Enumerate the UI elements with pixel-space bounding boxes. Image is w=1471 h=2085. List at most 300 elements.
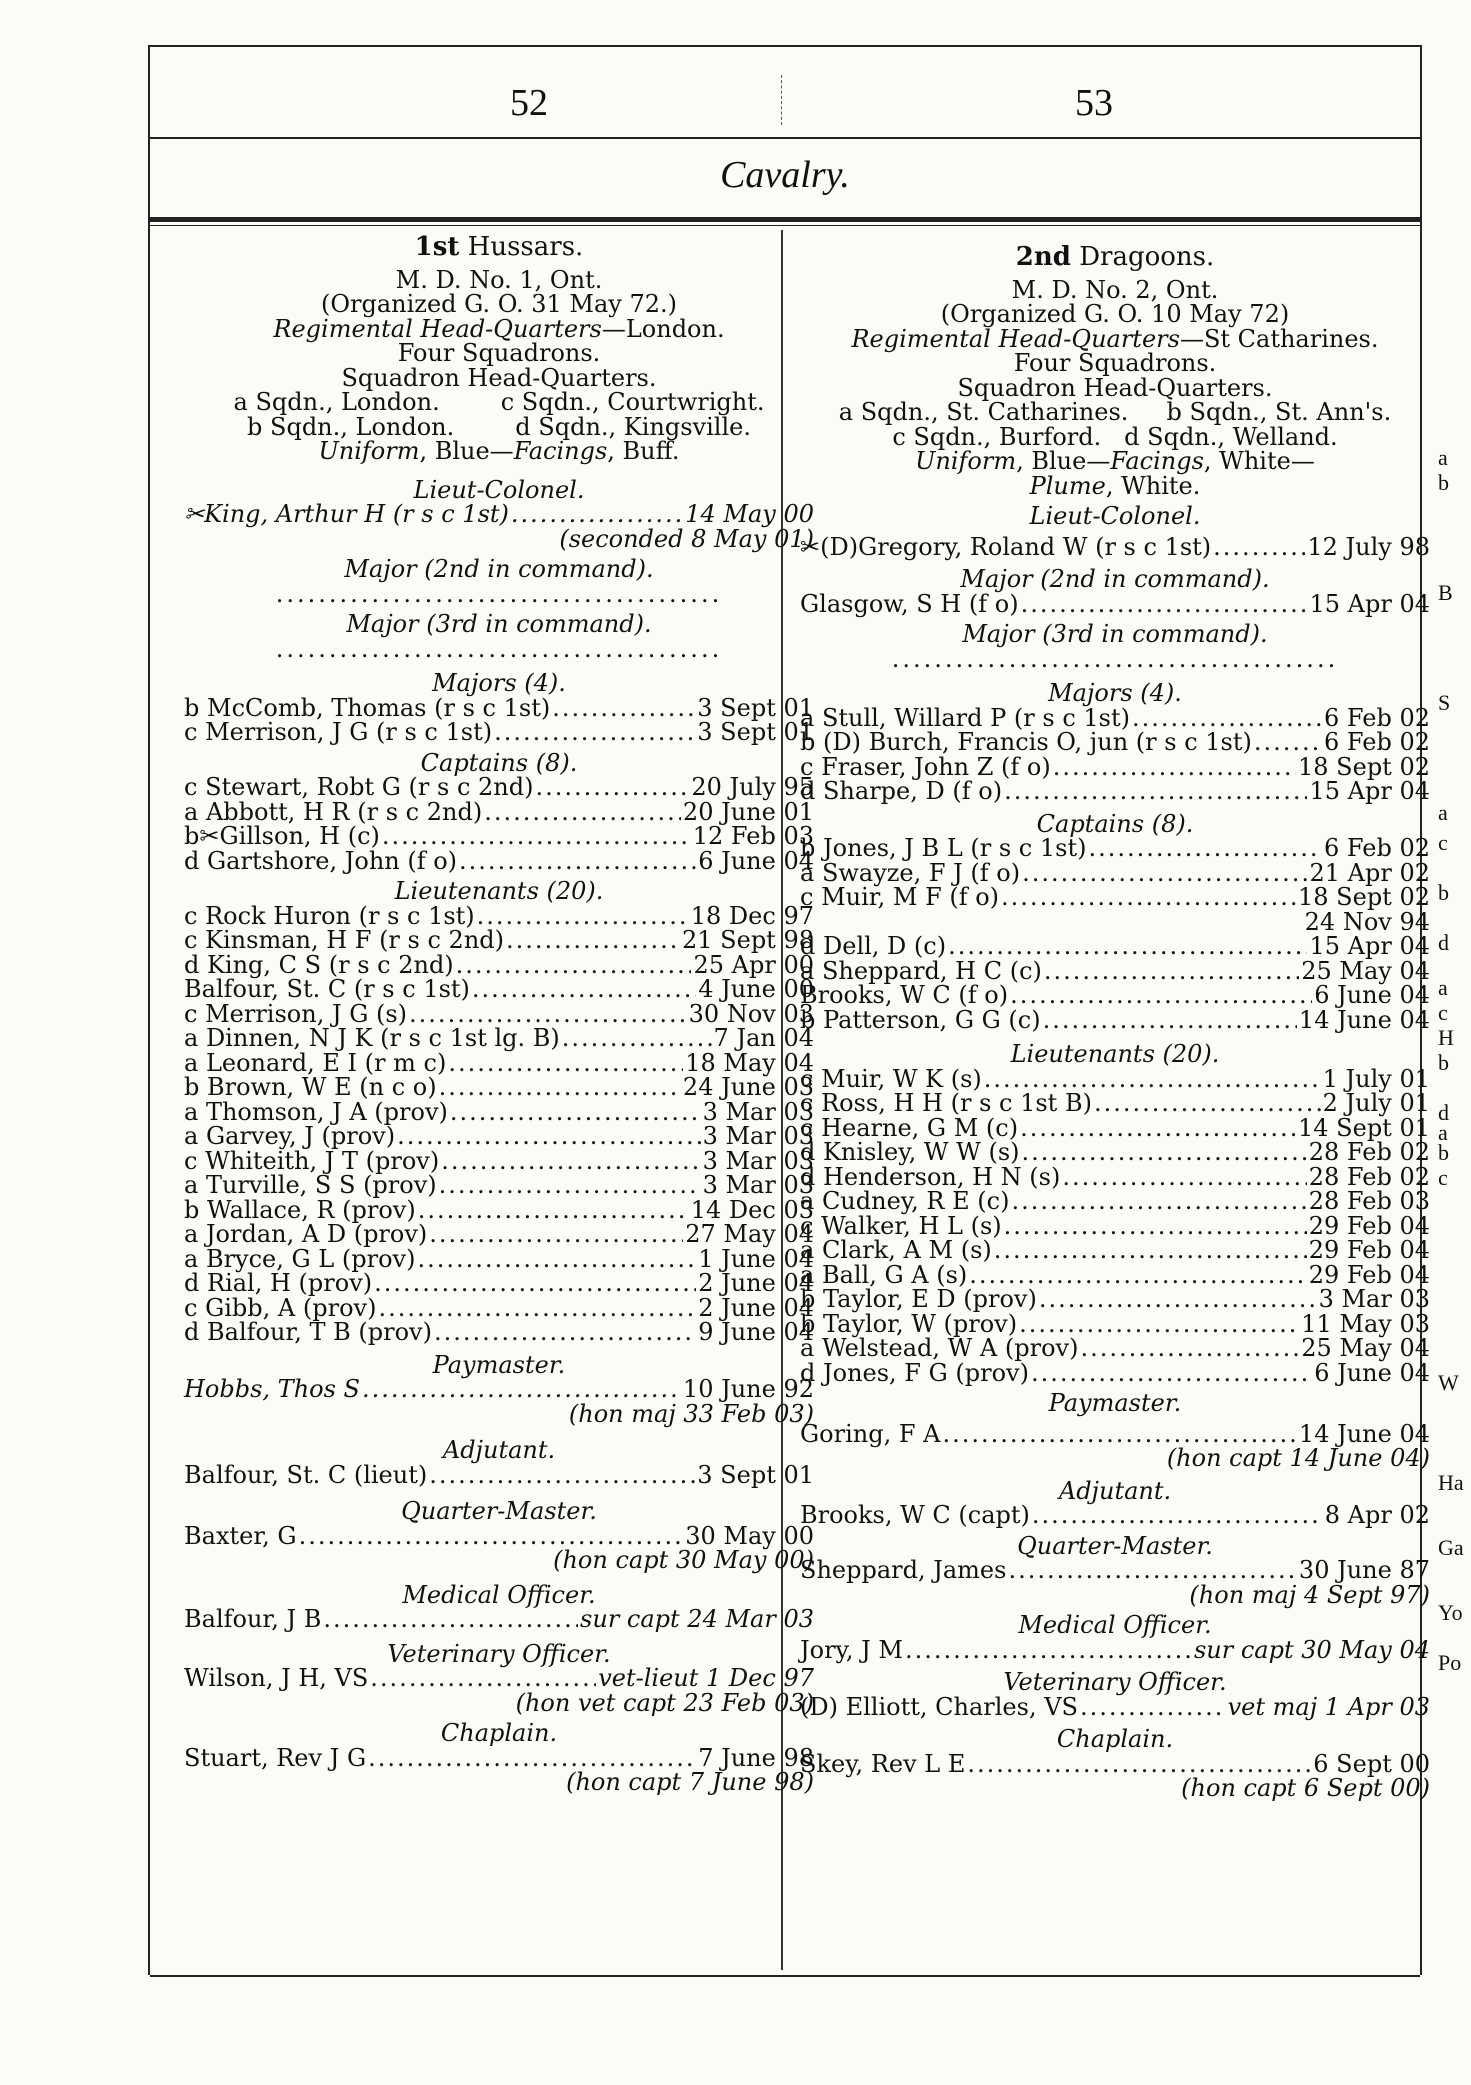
vacant-line: .......................................... [891, 646, 1339, 671]
entry-date: 2 July 01 [1322, 1089, 1430, 1117]
entry-date: 18 Sept 02 [1298, 883, 1430, 911]
edge-fragment: b [1438, 470, 1449, 495]
roster-entry [184, 901, 814, 930]
roster-entry [184, 977, 814, 1002]
entry-name: a Sheppard, H C (c) [800, 956, 1042, 985]
edge-fragment: a [1438, 800, 1448, 825]
roster-entry [800, 885, 1430, 910]
entry-name: a Thomson, J A (prov) [184, 1097, 448, 1126]
quartermaster-entry [184, 1521, 814, 1550]
entry-name: b Taylor, E D (prov) [800, 1285, 1037, 1313]
edge-fragment: b [1438, 1140, 1449, 1165]
lieut-colonel-note: (seconded 8 May 01) [559, 524, 814, 553]
entry-date: 28 Feb 03 [1308, 1187, 1430, 1215]
roster-entry [184, 928, 814, 953]
major-2nd-entry [800, 589, 1430, 618]
entry-date: 14 May 00 [685, 500, 814, 528]
hq-value: —London. [601, 314, 725, 343]
entry-date: 6 June 04 [1314, 1358, 1430, 1387]
roster-entry [800, 1189, 1430, 1214]
entry-date: 3 Mar 03 [702, 1146, 814, 1175]
page-number-right: 53 [1075, 82, 1113, 124]
page-number-left: 52 [510, 82, 548, 124]
organized: (Organized G. O. 10 May 72) [940, 300, 1290, 328]
edge-fragment: Ha [1438, 1470, 1464, 1495]
roster-entry [184, 1048, 814, 1077]
entry-date: 6 Feb 02 [1324, 728, 1430, 756]
roster-entry [184, 1026, 814, 1051]
entry-date: 29 Feb 04 [1308, 1260, 1430, 1289]
roster-entry [800, 956, 1430, 985]
entry-name: a Dinnen, N J K (r s c 1st lg. B) [184, 1024, 560, 1052]
chaplain-note: (hon capt 7 June 98) [566, 1768, 814, 1796]
organized: (Organized G. O. 31 May 72.) [320, 290, 678, 318]
lieut-colonel-entry [800, 532, 1430, 561]
lieutenants-heading: Lieutenants (20). [394, 877, 604, 905]
entry-date: sur capt 24 Mar 03 [580, 1605, 814, 1633]
edge-fragment: a [1438, 975, 1448, 1000]
left-column [150, 232, 836, 1796]
entry-date: 14 June 04 [1298, 1005, 1430, 1034]
entry-name: Baxter, G [184, 1521, 297, 1550]
roster-entry [800, 1113, 1430, 1142]
entry-name: d Dell, D (c) [800, 932, 947, 960]
paymaster-note: (hon maj 33 Feb 03) [568, 1399, 814, 1428]
roster-entry [184, 1124, 814, 1149]
roster-entry [184, 1146, 814, 1175]
entry-name: a Jordan, A D (prov) [184, 1220, 428, 1248]
entry-date: 14 June 04 [1298, 1419, 1430, 1448]
roster-entry [184, 1173, 814, 1198]
bottom-rule [150, 1975, 1420, 1977]
entry-name: d Sharpe, D (f o) [800, 777, 1003, 805]
entry-date: 6 June 04 [1314, 981, 1430, 1009]
entry-date: 9 June 04 [698, 1318, 814, 1346]
squadrons: Four Squadrons. [1013, 349, 1217, 377]
entry-name: c Hearne, G M (c) [800, 1113, 1019, 1142]
top-rule [150, 45, 1420, 47]
major-2nd-heading: Major (2nd in command). [960, 565, 1270, 593]
edge-fragment: d [1438, 1100, 1449, 1125]
edge-fragment: a [1438, 1120, 1448, 1145]
entry-date: 3 Mar 03 [702, 1122, 814, 1150]
medical-entry [800, 1635, 1430, 1664]
entry-date: 11 May 03 [1301, 1309, 1430, 1338]
paymaster-heading: Paymaster. [1048, 1389, 1182, 1417]
edge-fragment: c [1438, 1000, 1448, 1025]
roster-entry [184, 1271, 814, 1296]
unit-number: 2nd [1015, 242, 1071, 272]
edge-fragment: b [1438, 1050, 1449, 1075]
roster-entry [800, 836, 1430, 861]
uniform-value: , Blue— [1016, 447, 1111, 475]
hq-value: —St Catharines. [1179, 324, 1379, 353]
entry-name: a Leonard, E I (r m c) [184, 1048, 447, 1077]
veterinary-heading: Veterinary Officer. [387, 1639, 611, 1668]
majors-heading: Majors (4). [432, 669, 566, 697]
header-rule [150, 137, 1420, 139]
facings-value: , White— [1203, 447, 1315, 475]
entry-name: Balfour, J B [184, 1605, 322, 1633]
roster-entry [800, 1091, 1430, 1116]
unit-title [800, 242, 1430, 272]
roster-entry [800, 1287, 1430, 1312]
edge-fragment: c [1438, 1165, 1448, 1190]
entry-name: c Merrison, J G (r s c 1st) [184, 718, 493, 746]
paymaster-entry [184, 1377, 814, 1402]
roster-entry [184, 1293, 814, 1322]
entry-date: sur capt 30 May 04 [1193, 1635, 1430, 1664]
entry-date: 18 Dec 97 [690, 901, 814, 930]
entry-name: a Cudney, R E (c) [800, 1187, 1010, 1215]
entry-date: 20 June 01 [682, 797, 814, 826]
uniform-line [800, 449, 1430, 474]
lieutenants-list [184, 901, 814, 1346]
entry-name: b Patterson, G G (c) [800, 1005, 1041, 1034]
edge-fragment: S [1438, 690, 1451, 715]
book-page [148, 45, 1430, 1975]
roster-entry [800, 1358, 1430, 1387]
entry-date: 21 Apr 02 [1309, 858, 1430, 887]
edge-fragment: c [1438, 830, 1448, 855]
entry-date: 30 Nov 03 [688, 999, 814, 1028]
facings-label: Facings [1110, 447, 1204, 475]
entry-date: 3 Sept 01 [697, 1460, 814, 1489]
entry-date: 25 May 04 [1301, 1334, 1430, 1362]
quartermaster-entry [800, 1558, 1430, 1583]
roster-entry [800, 1211, 1430, 1240]
major-3rd-heading: Major (3rd in command). [962, 620, 1268, 648]
roster-entry [184, 797, 814, 826]
squadron-hq: Squadron Head-Quarters. [957, 373, 1273, 402]
roster-entry [184, 824, 814, 849]
unit-number: 1st [414, 232, 460, 262]
captains-heading: Captains (8). [420, 748, 578, 777]
roster-entry [800, 1309, 1430, 1338]
entry-name: Hobbs, Thos S [184, 1375, 360, 1403]
entry-date: 15 Apr 04 [1309, 932, 1430, 960]
entry-name: ✂King, Arthur H (r s c 1st) [184, 500, 509, 528]
entry-date: 30 June 87 [1298, 1556, 1430, 1584]
entry-name: b Brown, W E (n c o) [184, 1073, 437, 1101]
plume-label: Plume [1029, 471, 1106, 500]
entry-name: Brooks, W C (capt) [800, 1501, 1030, 1529]
entry-date: 29 Feb 04 [1308, 1211, 1430, 1240]
veterinary-note: (hon vet capt 23 Feb 03) [515, 1688, 814, 1717]
entry-date: 1 July 01 [1322, 1064, 1430, 1093]
majors-heading: Majors (4). [1048, 679, 1182, 707]
edge-fragment: W [1438, 1370, 1459, 1395]
entry-name: c Muir, M F (f o) [800, 883, 1000, 911]
squadron-line-1: a Sqdn., St. Catharines. b Sqdn., St. Ann's. [838, 398, 1392, 426]
roster-entry [184, 999, 814, 1028]
edge-fragment: B [1438, 580, 1453, 605]
entry-date: 25 May 04 [1301, 956, 1430, 985]
medical-heading: Medical Officer. [402, 1580, 596, 1609]
entry-date: 6 Feb 02 [1324, 703, 1430, 732]
roster-entry [800, 858, 1430, 887]
entry-date: vet-lieut 1 Dec 97 [598, 1664, 814, 1692]
entry-name: a Bryce, G L (prov) [184, 1244, 416, 1273]
title-rule-thick [150, 217, 1420, 222]
entry-name: c Walker, H L (s) [800, 1211, 1002, 1240]
entry-date: 7 Jan 04 [713, 1024, 814, 1052]
entry-date: 24 June 03 [682, 1073, 814, 1101]
edge-fragment: b [1438, 880, 1449, 905]
entry-name: c Muir, W K (s) [800, 1064, 982, 1093]
entry-date: 7 June 98 [698, 1743, 814, 1772]
entry-date: 15 Apr 04 [1309, 589, 1430, 618]
roster-entry [184, 1320, 814, 1345]
quartermaster-note: (hon maj 4 Sept 97) [1189, 1580, 1430, 1609]
edge-fragment: Po [1438, 1650, 1462, 1675]
entry-name: c Rock Huron (r s c 1st) [184, 901, 475, 930]
entry-date: 3 Mar 03 [1318, 1285, 1430, 1313]
entry-date: vet maj 1 Apr 03 [1227, 1692, 1430, 1721]
roster-entry [184, 1075, 814, 1100]
entry-date: 18 Sept 02 [1298, 752, 1430, 781]
roster-entry [800, 1336, 1430, 1361]
roster-entry [184, 1195, 814, 1224]
lieut-colonel-heading: Lieut-Colonel. [413, 475, 585, 504]
entry-name: a Abbott, H R (r s c 2nd) [184, 797, 483, 826]
page-split [781, 75, 783, 125]
hq-label: Regimental Head-Quarters [273, 314, 602, 343]
entry-date: 6 Sept 00 [1313, 1749, 1430, 1778]
facings-label: Facings [513, 437, 608, 465]
roster-entry [800, 1162, 1430, 1191]
entry-name: b McComb, Thomas (r s c 1st) [184, 693, 551, 722]
entry-name: d King, C S (r s c 2nd) [184, 950, 454, 979]
captains-heading: Captains (8). [1036, 809, 1194, 838]
lieutenants-heading: Lieutenants (20). [1010, 1040, 1220, 1068]
right-column [782, 235, 1460, 1801]
entry-name: d Henderson, H N (s) [800, 1162, 1061, 1191]
entry-name: c Fraser, John Z (f o) [800, 752, 1051, 781]
uniform-label: Uniform [915, 447, 1017, 475]
district: M. D. No. 2, Ont. [1011, 275, 1219, 304]
entry-name: a Swayze, F J (f o) [800, 858, 1021, 887]
hq-line [184, 314, 814, 343]
hq-line [800, 324, 1430, 353]
adjutant-heading: Adjutant. [1058, 1476, 1172, 1505]
squadron-hq: Squadron Head-Quarters. [341, 363, 657, 392]
roster-entry [184, 1222, 814, 1247]
entry-date: 25 Apr 00 [693, 950, 814, 979]
district: M. D. No. 1, Ont. [395, 265, 603, 294]
entry-name: c Ross, H H (r s c 1st B) [800, 1089, 1092, 1117]
majors-list [800, 703, 1430, 805]
roster-entry [184, 1244, 814, 1273]
roster-entry [800, 730, 1430, 755]
captain-extra-date: 24 Nov 94 [1304, 907, 1430, 936]
entry-date: 6 June 04 [698, 846, 814, 875]
squadron-line-1: a Sqdn., London. c Sqdn., Courtwright. [233, 388, 765, 416]
medical-entry [184, 1607, 814, 1632]
entry-name: a Stull, Willard P (r s c 1st) [800, 703, 1130, 732]
entry-name: Brooks, W C (f o) [800, 981, 1009, 1009]
entry-date: 2 June 04 [698, 1293, 814, 1322]
entry-name: a Turville, S S (prov) [184, 1171, 437, 1199]
squadrons: Four Squadrons. [397, 339, 601, 367]
entry-name: b Taylor, W (prov) [800, 1309, 1018, 1338]
chaplain-entry [184, 1743, 814, 1772]
paymaster-note: (hon capt 14 June 04) [1166, 1444, 1430, 1472]
edge-fragment: H [1438, 1025, 1454, 1050]
squadron-line-2: b Sqdn., London. d Sqdn., Kingsville. [247, 412, 751, 441]
chaplain-entry [800, 1749, 1430, 1778]
entry-name: c Stewart, Robt G (r s c 2nd) [184, 773, 534, 801]
entry-name: b✂Gillson, H (c) [184, 822, 380, 850]
chaplain-heading: Chaplain. [440, 1719, 558, 1747]
adjutant-heading: Adjutant. [442, 1436, 556, 1464]
entry-date: 12 July 98 [1307, 532, 1430, 561]
lieutenants-list [800, 1064, 1430, 1387]
entry-name: a Welstead, W A (prov) [800, 1334, 1079, 1362]
entry-date: 18 May 04 [685, 1048, 814, 1077]
roster-entry [184, 950, 814, 979]
entry-date: 21 Sept 98 [682, 926, 814, 954]
entry-name: Stuart, Rev J G [184, 1743, 367, 1772]
entry-name: d Rial, H (prov) [184, 1269, 373, 1297]
entry-name: Balfour, St. C (r s c 1st) [184, 975, 470, 1003]
edge-fragment: d [1438, 930, 1449, 955]
entry-date: 28 Feb 02 [1308, 1162, 1430, 1191]
entry-date: 3 Mar 03 [702, 1171, 814, 1199]
unit-name: Hussars. [467, 232, 584, 262]
entry-name: c Merrison, J G (s) [184, 999, 408, 1028]
entry-name: b (D) Burch, Francis O, jun (r s c 1st) [800, 728, 1252, 756]
entry-name: ✂(D)Gregory, Roland W (r s c 1st) [800, 532, 1212, 561]
entry-name: d Knisley, W W (s) [800, 1138, 1020, 1166]
roster-entry [800, 1005, 1430, 1034]
roster-entry [800, 1260, 1430, 1289]
paymaster-heading: Paymaster. [432, 1350, 566, 1379]
entry-name: d Balfour, T B (prov) [184, 1318, 432, 1346]
section-title: Cavalry. [720, 154, 850, 196]
entry-date: 15 Apr 04 [1309, 777, 1430, 805]
entry-name: (D) Elliott, Charles, VS [800, 1692, 1078, 1721]
entry-date: 27 May 04 [685, 1220, 814, 1248]
entry-date: 20 July 95 [691, 773, 814, 801]
unit-title [184, 232, 814, 262]
major-2nd-heading: Major (2nd in command). [344, 555, 654, 583]
entry-date: 14 Dec 03 [690, 1195, 814, 1224]
entry-name: Sheppard, James [800, 1556, 1007, 1584]
entry-name: d Gartshore, John (f o) [184, 846, 458, 875]
edge-fragment: a [1438, 445, 1448, 470]
roster-entry [800, 934, 1430, 959]
adjutant-entry [800, 1503, 1430, 1528]
uniform-line [184, 439, 814, 464]
title-rule-thin [150, 225, 1420, 226]
uniform-value: , Blue— [419, 437, 514, 465]
entry-date: 4 June 00 [698, 975, 814, 1003]
entry-date: 14 Sept 01 [1298, 1113, 1430, 1142]
adjutant-entry [184, 1460, 814, 1489]
captains-list [184, 775, 814, 873]
facings-value: , Buff. [607, 437, 680, 465]
entry-name: d Jones, F G (prov) [800, 1358, 1029, 1387]
entry-name: a Clark, A M (s) [800, 1236, 992, 1264]
entry-name: c Gibb, A (prov) [184, 1293, 377, 1322]
quartermaster-note: (hon capt 30 May 00) [553, 1546, 814, 1574]
plume-line [800, 471, 1430, 500]
vacant-line: .......................................... [275, 636, 723, 661]
roster-entry [184, 720, 814, 745]
entry-name: Skey, Rev L E [800, 1749, 966, 1778]
entry-name: Goring, F A [800, 1419, 941, 1448]
quartermaster-heading: Quarter-Master. [401, 1497, 597, 1525]
medical-heading: Medical Officer. [1018, 1611, 1212, 1639]
entry-name: a Garvey, J (prov) [184, 1122, 396, 1150]
entry-date: 28 Feb 02 [1308, 1138, 1430, 1166]
edge-fragment: Ga [1438, 1535, 1464, 1560]
roster-entry [184, 1097, 814, 1126]
veterinary-heading: Veterinary Officer. [1003, 1668, 1227, 1696]
entry-date: 12 Feb 03 [692, 822, 814, 850]
roster-entry [800, 752, 1430, 781]
squadron-line-2: c Sqdn., Burford. d Sqdn., Welland. [892, 422, 1338, 451]
captains-list [800, 836, 1430, 910]
roster-entry [184, 846, 814, 875]
entry-name: Jory, J M [800, 1635, 903, 1664]
roster-entry [800, 1140, 1430, 1165]
lieut-colonel-entry [184, 502, 814, 527]
plume-value: , White. [1105, 471, 1201, 500]
roster-entry [800, 1238, 1430, 1263]
lieut-colonel-heading: Lieut-Colonel. [1029, 502, 1201, 530]
chaplain-note: (hon capt 6 Sept 00) [1181, 1774, 1430, 1802]
quartermaster-heading: Quarter-Master. [1017, 1531, 1213, 1560]
veterinary-entry [184, 1666, 814, 1691]
entry-date: 3 Sept 01 [697, 718, 814, 746]
entry-name: b Jones, J B L (r s c 1st) [800, 834, 1087, 862]
uniform-label: Uniform [318, 437, 420, 465]
entry-name: Wilson, J H, VS [184, 1664, 369, 1692]
entry-date: 29 Feb 04 [1308, 1236, 1430, 1264]
roster-entry [800, 779, 1430, 804]
entry-date: 2 June 04 [698, 1269, 814, 1297]
vacant-line: .......................................... [275, 581, 723, 606]
entry-name: Balfour, St. C (lieut) [184, 1460, 428, 1489]
roster-entry [800, 1064, 1430, 1093]
unit-name: Dragoons. [1079, 242, 1215, 272]
hq-label: Regimental Head-Quarters [851, 324, 1180, 353]
entry-name: b Wallace, R (prov) [184, 1195, 416, 1224]
roster-entry [184, 775, 814, 800]
captains-list-continued [800, 934, 1430, 1032]
entry-date: 3 Sept 01 [697, 693, 814, 722]
entry-date: 1 June 04 [698, 1244, 814, 1273]
entry-name: Glasgow, S H (f o) [800, 589, 1019, 618]
chaplain-heading: Chaplain. [1056, 1725, 1174, 1753]
entry-date: 8 Apr 02 [1324, 1501, 1430, 1529]
entry-date: 6 Feb 02 [1324, 834, 1430, 862]
majors-list [184, 693, 814, 746]
entry-date: 30 May 00 [685, 1521, 814, 1550]
roster-entry [800, 703, 1430, 732]
roster-entry [800, 983, 1430, 1008]
veterinary-entry [800, 1692, 1430, 1721]
major-3rd-heading: Major (3rd in command). [346, 610, 652, 638]
edge-fragment: Yo [1438, 1600, 1463, 1625]
entry-date: 10 June 92 [682, 1375, 814, 1403]
entry-name: c Whiteith, J T (prov) [184, 1146, 440, 1175]
roster-entry [184, 693, 814, 722]
entry-name: a Ball, G A (s) [800, 1260, 968, 1289]
entry-date: 3 Mar 03 [702, 1097, 814, 1126]
